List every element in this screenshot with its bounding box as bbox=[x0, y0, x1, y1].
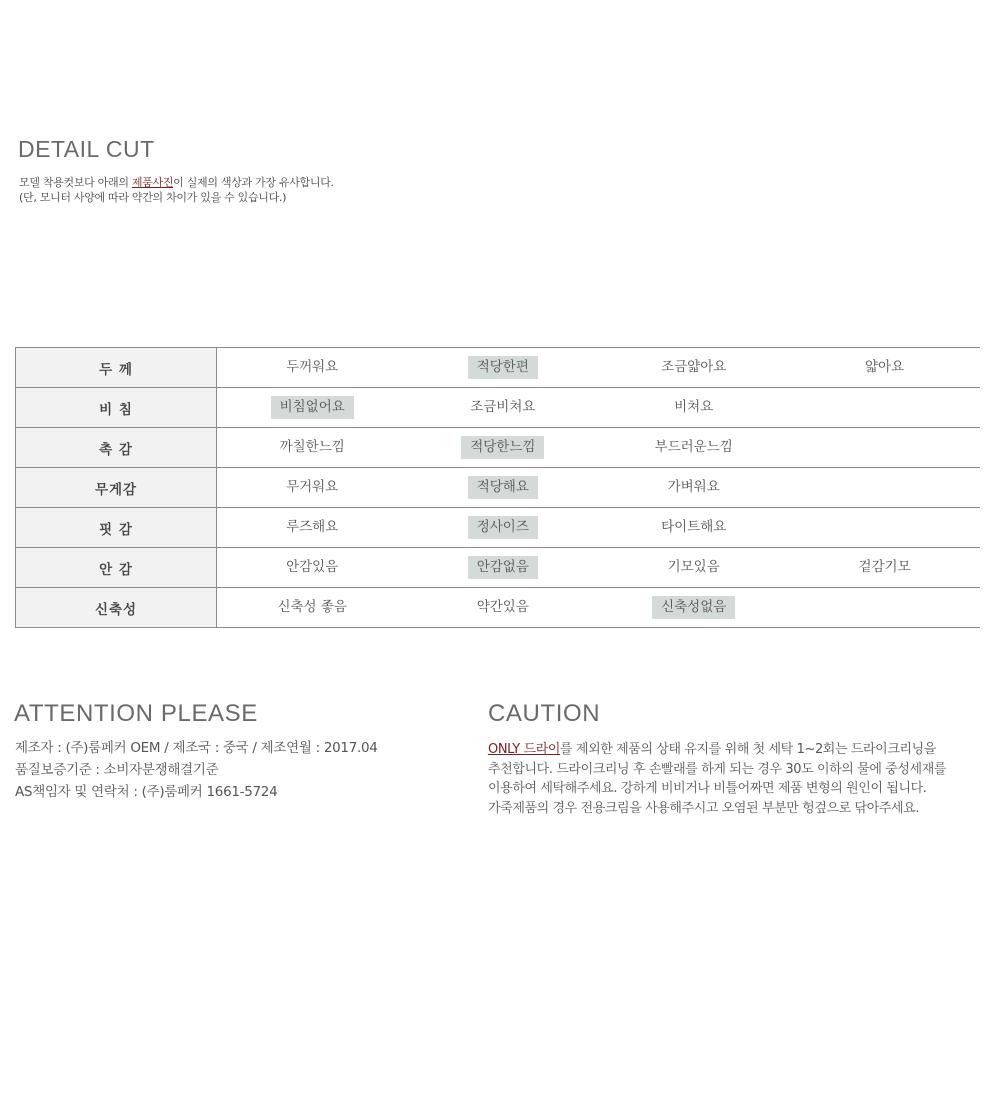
spec-row-label: 비 침 bbox=[16, 388, 217, 428]
spec-option-cell bbox=[598, 548, 789, 588]
spec-option-cell bbox=[407, 548, 598, 588]
spec-row bbox=[16, 508, 981, 548]
spec-row-label: 무게감 bbox=[16, 468, 217, 508]
spec-option-cell bbox=[217, 348, 408, 388]
spec-option-cell bbox=[217, 388, 408, 428]
spec-option-cell bbox=[598, 428, 789, 468]
spec-option-cell bbox=[789, 548, 980, 588]
quality-standard-info: 품질보증기준 : 소비자분쟁해결기준 bbox=[15, 762, 219, 778]
spec-option-cell bbox=[217, 588, 408, 628]
spec-row bbox=[16, 548, 981, 588]
detail-note-line-1 bbox=[19, 175, 334, 190]
spec-row bbox=[16, 468, 981, 508]
product-photo-highlight: 제품사진 bbox=[131, 176, 174, 189]
spec-option-cell bbox=[789, 428, 980, 468]
spec-option-cell bbox=[217, 428, 408, 468]
manufacturer-info: 제조자 : (주)룸페커 OEM / 제조국 : 중국 / 제조연월 : 2017.04 bbox=[15, 740, 378, 756]
spec-option-selected: 적당한느낌 bbox=[461, 436, 544, 459]
spec-option-cell bbox=[217, 508, 408, 548]
spec-option: 약간있음 bbox=[476, 599, 529, 615]
spec-option: 두꺼워요 bbox=[286, 359, 339, 375]
caution-line-2: 추천합니다. 드라이크리닝 후 손빨래를 하게 되는 경우 30도 이하의 물에 중성세재를 bbox=[488, 761, 947, 777]
spec-option: 까칠한느낌 bbox=[279, 439, 345, 455]
caution-line-4: 가죽제품의 경우 전용크림을 사용해주시고 오염된 부분만 헝겊으로 닦아주세요. bbox=[488, 800, 920, 816]
spec-option-selected: 정사이즈 bbox=[468, 516, 538, 539]
spec-option-cell bbox=[789, 588, 980, 628]
spec-option-cell bbox=[789, 388, 980, 428]
spec-option-cell bbox=[407, 428, 598, 468]
detail-note-post: 이 실제의 색상과 가장 유사합니다. bbox=[173, 176, 334, 189]
spec-option: 무거워요 bbox=[286, 479, 339, 495]
caution-title: CAUTION bbox=[488, 700, 601, 727]
spec-option: 안감있음 bbox=[286, 559, 339, 575]
spec-option-cell bbox=[407, 508, 598, 548]
as-contact-info: AS책임자 및 연락처 : (주)룸페커 1661-5724 bbox=[15, 784, 278, 800]
spec-option-cell bbox=[407, 348, 598, 388]
spec-option: 비쳐요 bbox=[674, 399, 714, 415]
fabric-spec-table bbox=[15, 347, 980, 628]
spec-row-label: 핏 감 bbox=[16, 508, 217, 548]
spec-option-selected: 신축성없음 bbox=[652, 596, 735, 619]
detail-cut-title: DETAIL CUT bbox=[18, 136, 155, 162]
spec-row-label: 안 감 bbox=[16, 548, 217, 588]
spec-option-cell bbox=[217, 548, 408, 588]
spec-option-cell bbox=[789, 508, 980, 548]
spec-option-cell bbox=[217, 468, 408, 508]
spec-option-selected: 적당해요 bbox=[468, 476, 538, 499]
spec-option: 부드러운느낌 bbox=[654, 439, 733, 455]
caution-info bbox=[488, 740, 988, 818]
spec-option: 타이트해요 bbox=[661, 519, 727, 535]
spec-option-selected: 적당한편 bbox=[468, 356, 538, 379]
spec-option: 겉감기모 bbox=[858, 559, 911, 575]
spec-row bbox=[16, 588, 981, 628]
spec-row bbox=[16, 388, 981, 428]
caution-line-3: 이용하여 세탁해주세요. 강하게 비비거나 비틀어짜면 제품 변형의 원인이 됩니다. bbox=[488, 781, 927, 796]
spec-option-cell bbox=[407, 388, 598, 428]
caution-line-1-text: 를 제외한 제품의 상태 유지를 위해 첫 세탁 1~2회는 드라이크리닝을 bbox=[560, 742, 936, 757]
caution-line-1 bbox=[488, 740, 988, 760]
spec-option-cell bbox=[598, 348, 789, 388]
only-dry-highlight: ONLY 드라이 bbox=[488, 742, 561, 757]
spec-option-cell bbox=[598, 588, 789, 628]
spec-option-cell bbox=[598, 468, 789, 508]
spec-option-cell bbox=[789, 468, 980, 508]
spec-option-selected: 비침없어요 bbox=[271, 396, 354, 419]
spec-row-label: 촉 감 bbox=[16, 428, 217, 468]
spec-row-label: 두 께 bbox=[16, 348, 217, 388]
spec-option: 기모있음 bbox=[667, 559, 720, 575]
attention-info bbox=[15, 737, 378, 803]
spec-option: 루즈해요 bbox=[286, 519, 339, 535]
spec-option-cell bbox=[407, 588, 598, 628]
spec-option: 조금얇아요 bbox=[661, 359, 727, 375]
detail-note-line-2: (단, 모니터 사양에 따라 약간의 차이가 있을 수 있습니다.) bbox=[19, 191, 287, 204]
spec-option-cell bbox=[789, 348, 980, 388]
spec-option-cell bbox=[598, 508, 789, 548]
detail-cut-note bbox=[19, 175, 334, 205]
spec-row bbox=[16, 428, 981, 468]
spec-option: 신축성 좋음 bbox=[277, 599, 347, 615]
spec-option: 가벼워요 bbox=[667, 479, 720, 495]
detail-note-pre: 모델 착용컷보다 아래의 bbox=[19, 176, 132, 189]
spec-option-cell bbox=[598, 388, 789, 428]
spec-option: 조금비쳐요 bbox=[470, 399, 536, 415]
spec-option-selected: 안감없음 bbox=[468, 556, 538, 579]
spec-row-label: 신축성 bbox=[16, 588, 217, 628]
attention-title: ATTENTION PLEASE bbox=[14, 700, 258, 727]
spec-row bbox=[16, 348, 981, 388]
spec-option: 얇아요 bbox=[865, 359, 905, 375]
spec-option-cell bbox=[407, 468, 598, 508]
